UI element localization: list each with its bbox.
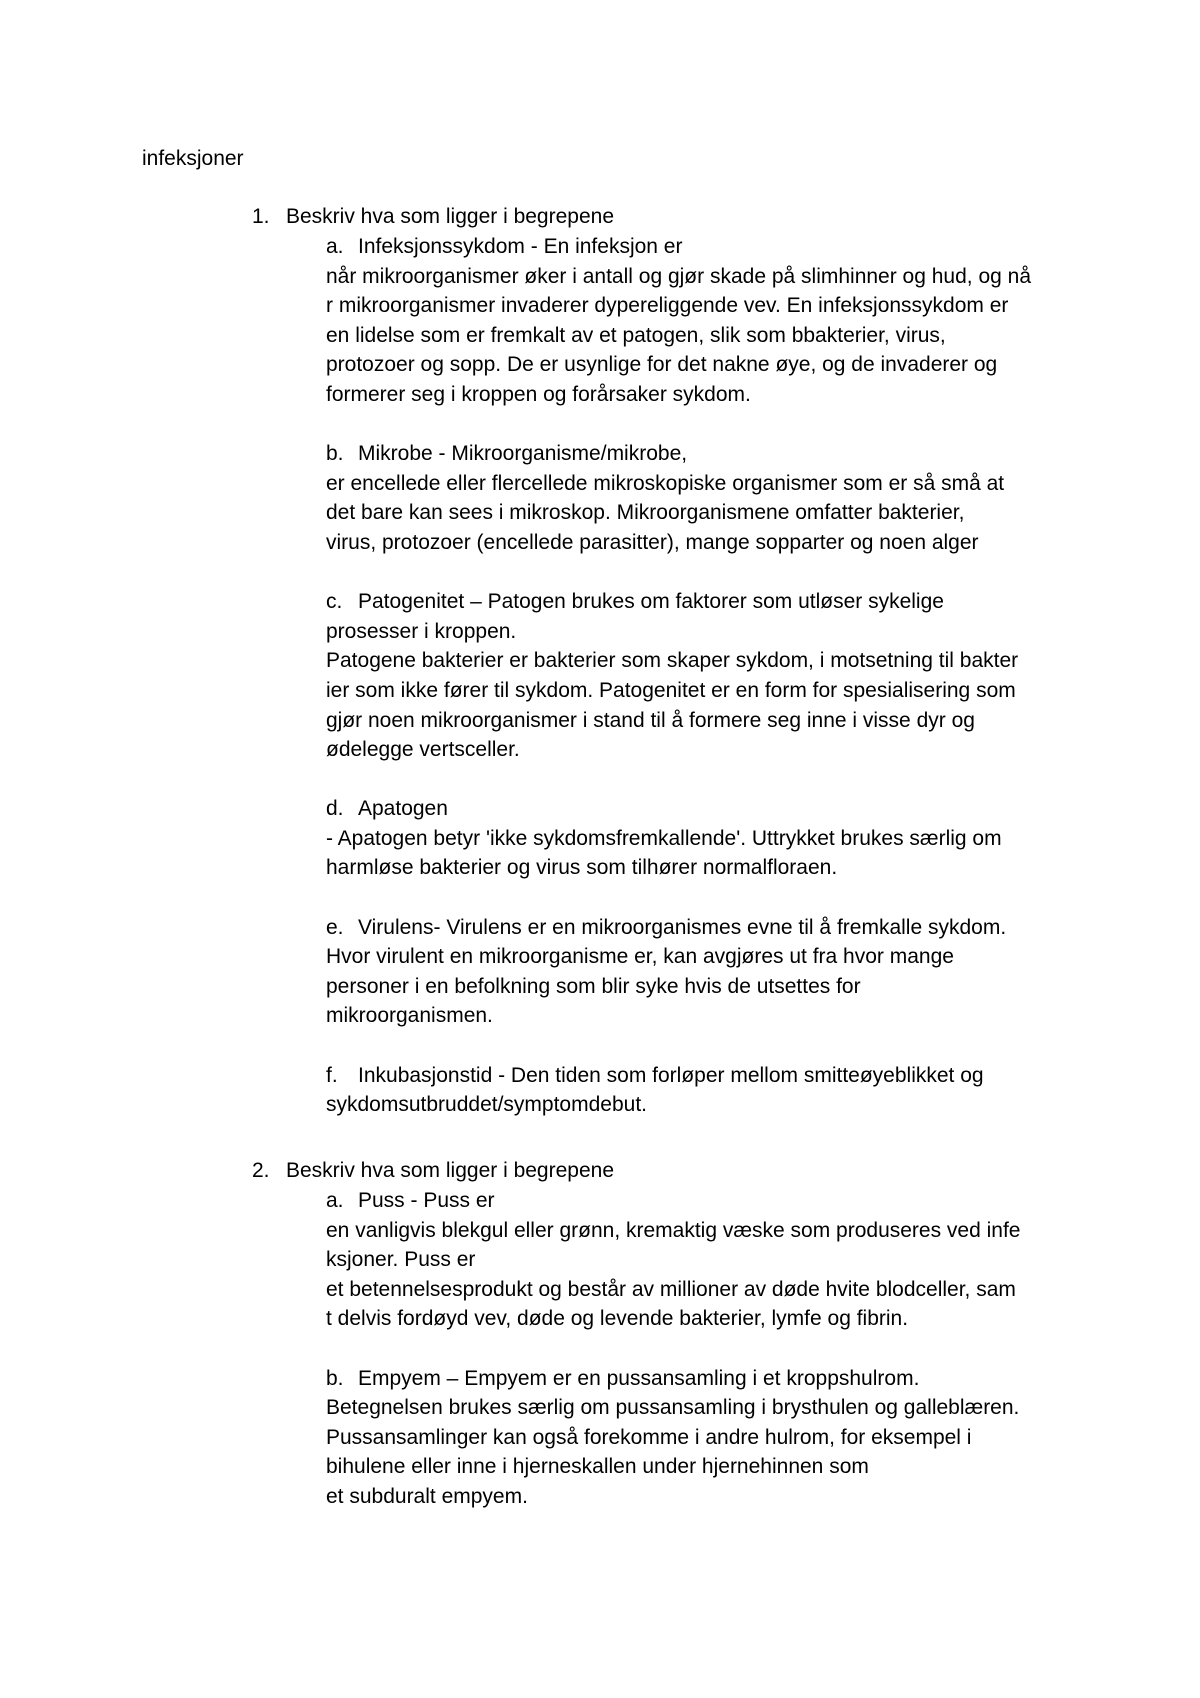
item-heading — [326, 587, 1066, 617]
item-letter: e. — [326, 915, 344, 939]
item-heading — [326, 1186, 1066, 1216]
item-mikrobe — [326, 439, 1066, 557]
item-line: prosesser i kroppen. — [326, 619, 517, 643]
item-letter: c. — [326, 590, 343, 614]
item-apatogen — [326, 794, 1066, 883]
question-heading-text: Beskriv hva som ligger i begrepene — [286, 1159, 615, 1182]
item-line: ødelegge vertsceller. — [326, 738, 520, 762]
item-heading — [326, 1061, 1066, 1091]
item-term: Empyem – Empyem er en pussansamling i et kroppshulrom. — [358, 1366, 920, 1390]
question-number: 2. — [252, 1159, 270, 1182]
item-term: Inkubasjonstid - Den tiden som forløper mellom smitteøyeblikket og — [358, 1063, 984, 1087]
question-number: 1. — [252, 205, 270, 228]
item-line: det bare kan sees i mikroskop. Mikroorganismene omfatter bakterier, — [326, 501, 965, 525]
question-1 — [252, 202, 1092, 1120]
item-line: t delvis fordøyd vev, døde og levende bakterier, lymfe og fibrin. — [326, 1307, 909, 1331]
item-line: Patogene bakterier er bakterier som skaper sykdom, i motsetning til bakter — [326, 649, 1019, 673]
item-line: et subduralt empyem. — [326, 1484, 528, 1508]
item-letter: b. — [326, 1366, 344, 1390]
item-line: protozoer og sopp. De er usynlige for det nakne øye, og de invaderer og — [326, 353, 998, 377]
item-line: r mikroorganismer invaderer dypereliggende vev. En infeksjonssykdom er — [326, 294, 1009, 318]
question-heading-text: Beskriv hva som ligger i begrepene — [286, 205, 615, 228]
item-line: personer i en befolkning som blir syke hvis de utsettes for — [326, 974, 861, 998]
item-line: virus, protozoer (encellede parasitter), mange sopparter og noen alger — [326, 530, 979, 554]
item-heading — [326, 439, 1066, 469]
item-term: Patogenitet – Patogen brukes om faktorer som utløser sykelige — [358, 590, 944, 614]
item-line: sykdomsutbruddet/symptomdebut. — [326, 1093, 647, 1117]
item-puss — [326, 1186, 1066, 1334]
item-virulens — [326, 913, 1066, 1031]
item-line: Pussansamlinger kan også forekomme i andre hulrom, for eksempel i — [326, 1425, 972, 1449]
item-line: gjør noen mikroorganismer i stand til å formere seg inne i visse dyr og — [326, 708, 975, 732]
item-line: - Apatogen betyr 'ikke sykdomsfremkallende'. Uttrykket brukes særlig om — [326, 826, 1002, 850]
item-term: Virulens- Virulens er en mikroorganismes evne til å fremkalle sykdom. — [358, 915, 1007, 939]
item-line: bihulene eller inne i hjerneskallen under hjernehinnen som — [326, 1455, 869, 1479]
item-letter: d. — [326, 797, 344, 821]
question-heading — [252, 202, 1092, 232]
item-list — [326, 232, 1066, 1120]
item-heading — [326, 794, 1066, 824]
item-line: et betennelsesprodukt og består av millioner av døde hvite blodceller, sam — [326, 1277, 1016, 1301]
item-line: er encellede eller flercellede mikroskopiske organismer som er så små at — [326, 471, 1005, 495]
item-term: Infeksjonssykdom - En infeksjon er — [358, 235, 683, 258]
item-term: Mikrobe - Mikroorganisme/mikrobe, — [358, 442, 688, 466]
item-letter: a. — [326, 235, 344, 258]
item-line: Betegnelsen brukes særlig om pussansamling i brysthulen og galleblæren. — [326, 1396, 1020, 1420]
document-title: infeksjoner — [142, 147, 244, 170]
item-heading — [326, 232, 1066, 262]
item-line: Hvor virulent en mikroorganisme er, kan avgjøres ut fra hvor mange — [326, 945, 954, 969]
item-empyem — [326, 1364, 1066, 1512]
item-infeksjonssykdom — [326, 232, 1066, 410]
item-patogenitet — [326, 587, 1066, 765]
item-line: en lidelse som er fremkalt av et patogen, slik som bbakterier, virus, — [326, 323, 946, 347]
item-line: mikroorganismen. — [326, 1004, 493, 1028]
item-line: formerer seg i kroppen og forårsaker sykdom. — [326, 382, 751, 406]
item-line: ier som ikke fører til sykdom. Patogenitet er en form for spesialisering som — [326, 678, 1016, 702]
item-list — [326, 1186, 1066, 1512]
item-line: når mikroorganismer øker i antall og gjør skade på slimhinner og hud, og nå — [326, 264, 1032, 288]
question-2 — [252, 1156, 1092, 1512]
item-inkubasjonstid — [326, 1061, 1066, 1120]
item-term: Puss - Puss er — [358, 1189, 495, 1212]
item-letter: f. — [326, 1063, 338, 1087]
item-line: en vanligvis blekgul eller grønn, kremaktig væske som produseres ved infe — [326, 1218, 1021, 1242]
item-term: Apatogen — [358, 797, 448, 821]
item-heading — [326, 913, 1066, 943]
item-letter: b. — [326, 442, 344, 466]
item-line: harmløse bakterier og virus som tilhører normalfloraen. — [326, 856, 838, 880]
item-letter: a. — [326, 1189, 344, 1212]
item-heading — [326, 1364, 1066, 1394]
item-line: ksjoner. Puss er — [326, 1248, 476, 1272]
question-heading — [252, 1156, 1092, 1186]
